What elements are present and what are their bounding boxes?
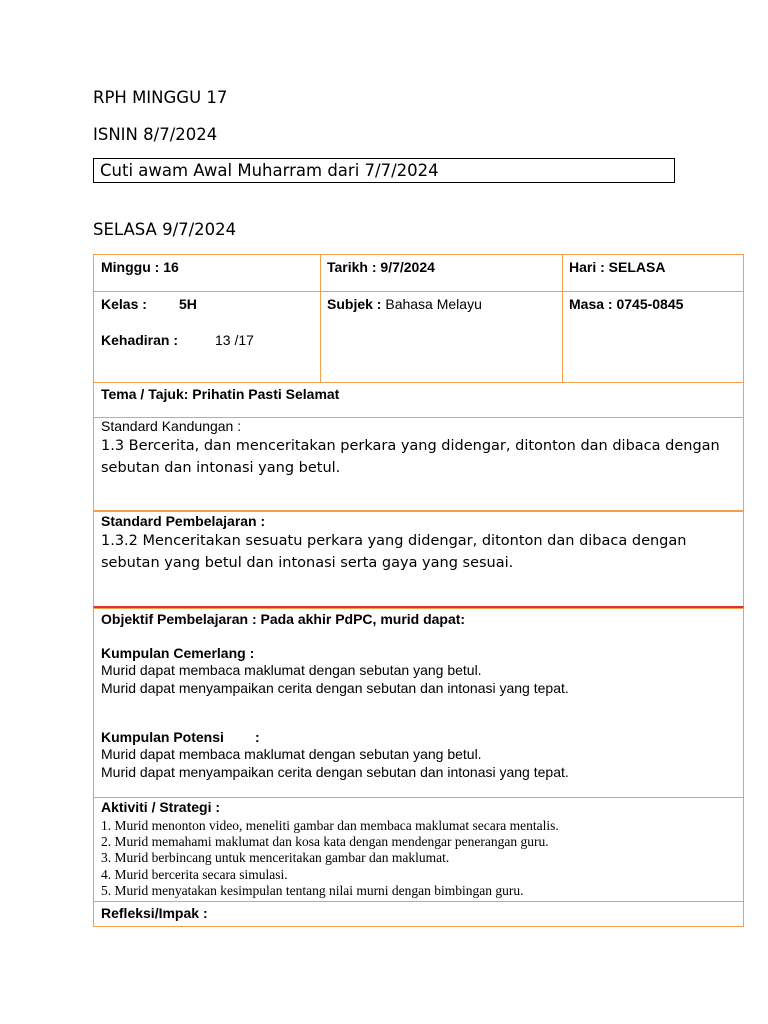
cell-masa: [562, 291, 744, 383]
cell-tema: [93, 382, 744, 418]
lesson-plan-table: [93, 254, 744, 927]
masa-text: Masa : 0745-0845: [569, 296, 684, 312]
potensi-item-2: Murid dapat menyampaikan cerita dengan sebutan dan intonasi yang tepat.: [101, 764, 569, 780]
tema-text: Tema / Tajuk: Prihatin Pasti Selamat: [101, 386, 340, 402]
subjek-value: Bahasa Melayu: [385, 296, 482, 312]
tuesday-date: SELASA 9/7/2024: [93, 220, 237, 239]
potensi-item-1: Murid dapat membaca maklumat dengan sebutan yang betul.: [101, 746, 482, 762]
cemerlang-label: Kumpulan Cemerlang :: [101, 645, 255, 661]
cell-tarikh: [320, 254, 563, 292]
objektif-label: Objektif Pembelajaran : Pada akhir PdPC, murid dapat:: [101, 611, 466, 627]
cell-aktiviti: [93, 797, 744, 902]
tarikh-value: 9/7/2024: [380, 259, 435, 275]
aktiviti-label: Aktiviti / Strategi :: [101, 799, 221, 815]
cell-objektif: [93, 606, 744, 798]
cell-standard-pembelajaran: [93, 510, 744, 609]
aktiviti-item-5: 5. Murid menyatakan kesimpulan tentang nilai murni dengan bimbingan guru.: [101, 883, 524, 898]
aktiviti-item-1: 1. Murid menonton video, meneliti gambar dan membaca maklumat secara mentalis.: [101, 818, 559, 833]
holiday-notice-box: [93, 158, 675, 183]
sk-label: Standard Kandungan :: [101, 418, 242, 434]
cell-kelas: [93, 291, 321, 383]
subjek-label: Subjek :: [327, 296, 386, 312]
aktiviti-item-3: 3. Murid berbincang untuk menceritakan gambar dan maklumat.: [101, 850, 450, 865]
hari-text: Hari : SELASA: [569, 259, 666, 275]
tarikh-text: [327, 259, 435, 275]
cell-hari: [562, 254, 744, 292]
subjek-text: [327, 296, 482, 312]
cell-standard-kandungan: [93, 417, 744, 512]
cemerlang-item-1: Murid dapat membaca maklumat dengan sebutan yang betul.: [101, 662, 482, 678]
holiday-notice: Cuti awam Awal Muharram dari 7/7/2024: [100, 161, 439, 180]
potensi-label: Kumpulan Potensi :: [101, 729, 260, 745]
cemerlang-item-2: Murid dapat menyampaikan cerita dengan sebutan dan intonasi yang tepat.: [101, 680, 569, 696]
sp-line-1: 1.3.2 Menceritakan sesuatu perkara yang didengar, ditonton dan dibaca dengan: [101, 533, 687, 549]
page-title: RPH MINGGU 17: [93, 88, 228, 107]
kehadiran-value: 13 /17: [215, 332, 254, 348]
kelas-label: Kelas :: [101, 296, 147, 312]
cell-refleksi: [93, 901, 744, 927]
cell-subjek: [320, 291, 563, 383]
sp-label: Standard Pembelajaran :: [101, 513, 266, 529]
refleksi-label: Refleksi/Impak :: [101, 905, 208, 921]
kelas-value: 5H: [179, 296, 197, 312]
sp-line-2: sebutan yang betul dan intonasi serta gaya yang sesuai.: [101, 555, 514, 571]
monday-date: ISNIN 8/7/2024: [93, 125, 218, 144]
minggu-text: Minggu : 16: [101, 259, 179, 275]
sk-line-1: 1.3 Bercerita, dan menceritakan perkara yang didengar, ditonton dan dibaca dengan: [101, 438, 720, 454]
tarikh-label: Tarikh :: [327, 259, 381, 275]
aktiviti-item-4: 4. Murid bercerita secara simulasi.: [101, 867, 288, 882]
cell-minggu: [93, 254, 321, 292]
sk-line-2: sebutan dan intonasi yang betul.: [101, 460, 341, 476]
aktiviti-item-2: 2. Murid memahami maklumat dan kosa kata dengan mendengar penerangan guru.: [101, 834, 549, 849]
kehadiran-label: Kehadiran :: [101, 332, 179, 348]
